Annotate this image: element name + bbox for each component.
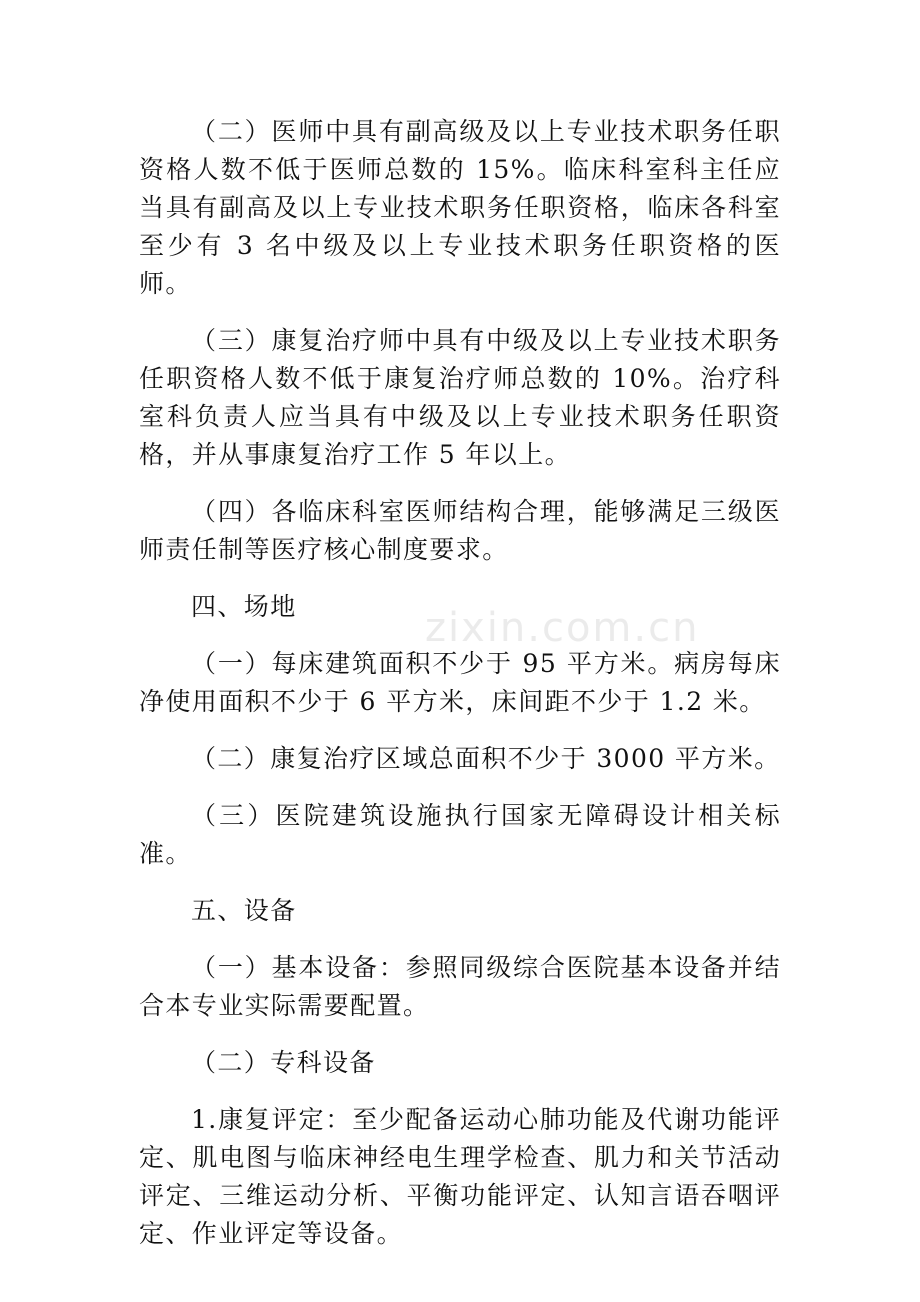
watermark: zixin.com.cn [425,605,700,651]
section-heading-site: 四、场地 [191,592,297,621]
paragraph-physician-senior-ratio: （二）医师中具有副高级及以上专业技术职务任职资格人数不低于医师总数的 15%。临床科室科主任应当具有副高及以上专业技术职务任职资格，临床各科室至少有 3 名中级及以上专业技术职务任职资格的医师。 [139,117,781,298]
section-heading-equipment: 五、设备 [191,896,297,925]
paragraph-basic-equipment: （一）基本设备：参照同级综合医院基本设备并结合本专业实际需要配置。 [139,953,781,1020]
paragraph-bed-area: （一）每床建筑面积不少于 95 平方米。病房每床净使用面积不少于 6 平方米，床间距不少于 1.2 米。 [139,649,781,716]
paragraph-therapy-area: （二）康复治疗区域总面积不少于 3000 平方米。 [191,744,781,773]
paragraph-therapist-ratio: （三）康复治疗师中具有中级及以上专业技术职务任职资格人数不低于康复治疗师总数的 10%。治疗科室科负责人应当具有中级及以上专业技术职务任职资格，并从事康复治疗工作 5 年以上。 [139,326,781,469]
paragraph-specialty-equipment: （二）专科设备 [191,1048,376,1077]
paragraph-physician-structure: （四）各临床科室医师结构合理，能够满足三级医师责任制等医疗核心制度要求。 [139,497,781,564]
paragraph-accessibility: （三）医院建筑设施执行国家无障碍设计相关标准。 [139,801,781,868]
paragraph-rehab-assessment: 1.康复评定：至少配备运动心肺功能及代谢功能评定、肌电图与临床神经电生理学检查、肌力和关节活动评定、三维运动分析、平衡功能评定、认知言语吞咽评定、作业评定等设备。 [139,1105,781,1248]
document-body [139,113,781,1272]
